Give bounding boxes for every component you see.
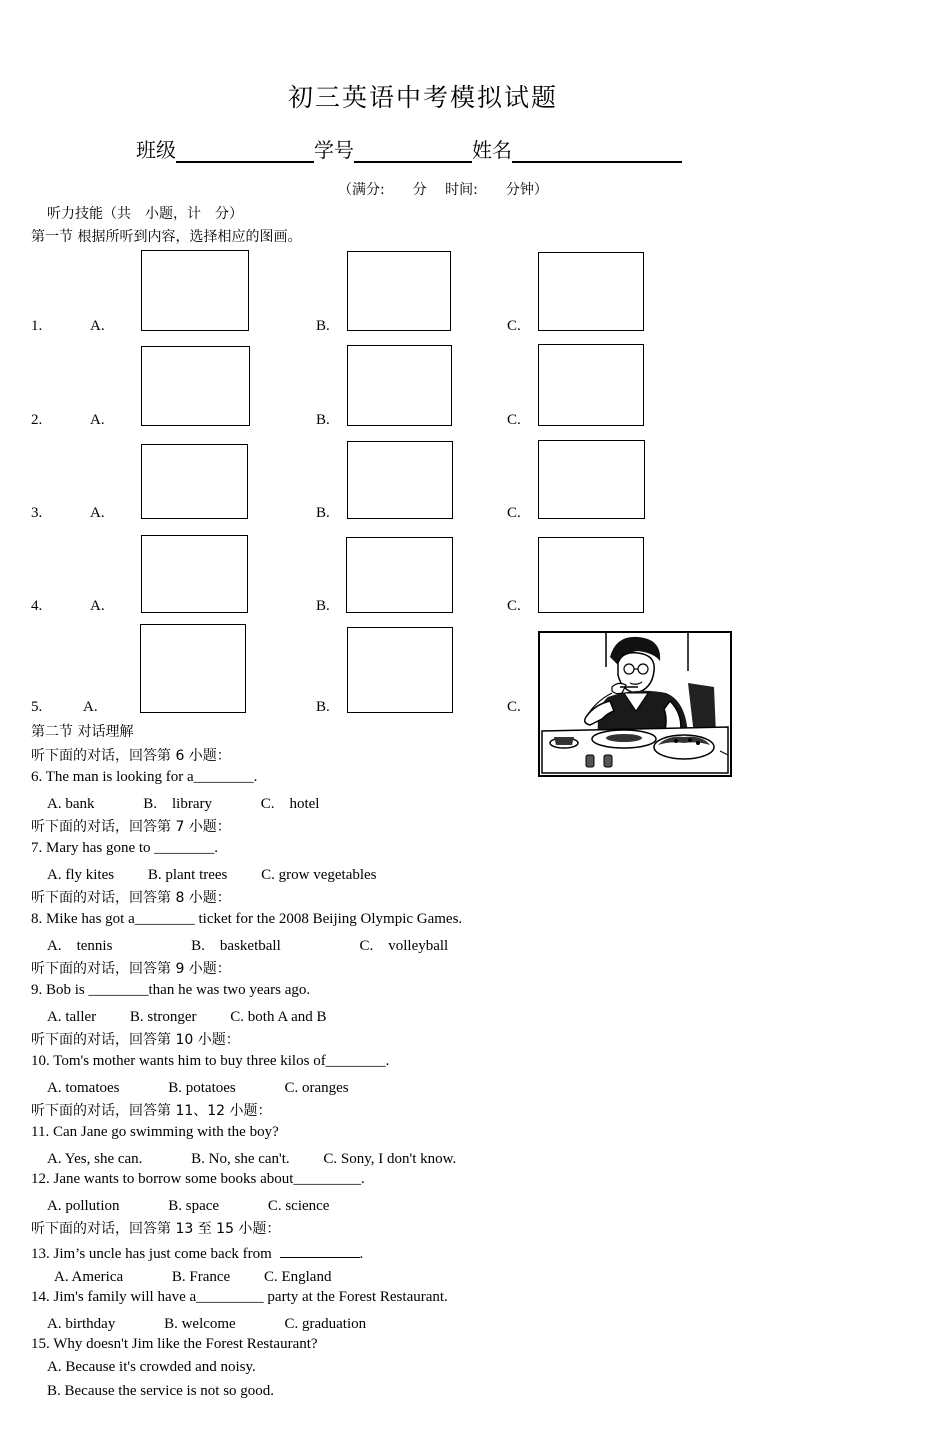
- row-4-option-c: C.: [507, 598, 521, 614]
- row-3-number: 3.: [31, 505, 43, 521]
- options-9[interactable]: A. taller B. stronger C. both A and B: [47, 1009, 327, 1025]
- instruction-7: 听下面的对话，回答第 7 小题：: [31, 819, 231, 835]
- section2-heading: 第二节 对话理解: [31, 724, 134, 740]
- score-time-note: （满分: 分 时间: 分钟）: [338, 182, 548, 198]
- picture-5a[interactable]: [140, 624, 246, 713]
- picture-3c[interactable]: [538, 440, 645, 519]
- picture-4c[interactable]: [538, 537, 644, 613]
- picture-3b[interactable]: [347, 441, 453, 519]
- row-5-number: 5.: [31, 699, 43, 715]
- row-2-option-c: C.: [507, 412, 521, 428]
- row-1-option-c: C.: [507, 318, 521, 334]
- class-label: 班级: [136, 138, 176, 162]
- answer-blank-13[interactable]: [280, 1242, 360, 1258]
- name-blank[interactable]: [512, 137, 682, 163]
- number-label: 学号: [314, 138, 354, 162]
- picture-1a[interactable]: [141, 250, 249, 331]
- row-3-option-b: B.: [316, 505, 330, 521]
- question-14: 14. Jim's family will have a_________ party at the Forest Restaurant.: [31, 1289, 448, 1305]
- question-10: 10. Tom's mother wants him to buy three kilos of________.: [31, 1053, 390, 1069]
- page-title: 初三英语中考模拟试题: [287, 83, 558, 112]
- question-13: [31, 1242, 363, 1263]
- row-5-option-b: B.: [316, 699, 330, 715]
- name-label: 姓名: [472, 138, 512, 162]
- options-13[interactable]: A. America B. France C. England: [54, 1269, 332, 1285]
- row-4-option-b: B.: [316, 598, 330, 614]
- picture-4b[interactable]: [346, 537, 453, 613]
- instruction-8: 听下面的对话，回答第 8 小题：: [31, 890, 231, 906]
- instruction-10: 听下面的对话，回答第 10 小题：: [31, 1032, 240, 1048]
- picture-3a[interactable]: [141, 444, 248, 519]
- options-6[interactable]: A. bank B. library C. hotel: [47, 796, 320, 812]
- question-11: 11. Can Jane go swimming with the boy?: [31, 1124, 279, 1140]
- options-8[interactable]: A. tennis B. basketball C. volleyball: [47, 938, 449, 954]
- options-11[interactable]: A. Yes, she can. B. No, she can't. C. Sony, I don't know.: [47, 1151, 457, 1167]
- class-blank[interactable]: [176, 137, 314, 163]
- instruction-9: 听下面的对话，回答第 9 小题：: [31, 961, 231, 977]
- instruction-11-12: 听下面的对话，回答第 11、12 小题：: [31, 1103, 272, 1119]
- picture-4a[interactable]: [141, 535, 248, 613]
- woman-eating-illustration[interactable]: [538, 631, 732, 777]
- picture-2c[interactable]: [538, 344, 644, 426]
- question-15: 15. Why doesn't Jim like the Forest Restaurant?: [31, 1336, 318, 1352]
- row-4-option-a: A.: [90, 598, 105, 614]
- row-5-option-c: C.: [507, 699, 521, 715]
- student-info-line: [136, 134, 682, 163]
- section1-heading: 第一节 根据所听到内容，选择相应的图画。: [31, 229, 302, 245]
- options-10[interactable]: A. tomatoes B. potatoes C. oranges: [47, 1080, 349, 1096]
- picture-1b[interactable]: [347, 251, 451, 331]
- row-3-option-a: A.: [90, 505, 105, 521]
- row-2-option-b: B.: [316, 412, 330, 428]
- row-1-option-b: B.: [316, 318, 330, 334]
- row-2-option-a: A.: [90, 412, 105, 428]
- instruction-13-15: 听下面的对话，回答第 13 至 15 小题：: [31, 1221, 281, 1237]
- listening-heading: 听力技能（共 小题，计 分）: [47, 206, 243, 222]
- options-14[interactable]: A. birthday B. welcome C. graduation: [47, 1316, 367, 1332]
- question-7: 7. Mary has gone to ________.: [31, 840, 219, 856]
- options-7[interactable]: A. fly kites B. plant trees C. grow vegetables: [47, 867, 377, 883]
- row-1-number: 1.: [31, 318, 43, 334]
- row-5-option-a: A.: [83, 699, 98, 715]
- picture-5b[interactable]: [347, 627, 453, 713]
- option-15a[interactable]: A. Because it's crowded and noisy.: [47, 1359, 256, 1375]
- picture-1c[interactable]: [538, 252, 644, 331]
- options-12[interactable]: A. pollution B. space C. science: [47, 1198, 330, 1214]
- number-blank[interactable]: [354, 137, 472, 163]
- question-6: 6. The man is looking for a________.: [31, 769, 258, 785]
- row-2-number: 2.: [31, 412, 43, 428]
- picture-2b[interactable]: [347, 345, 452, 426]
- option-15b[interactable]: B. Because the service is not so good.: [47, 1383, 275, 1399]
- instruction-6: 听下面的对话，回答第 6 小题：: [31, 748, 231, 764]
- row-1-option-a: A.: [90, 318, 105, 334]
- picture-2a[interactable]: [141, 346, 250, 426]
- row-3-option-c: C.: [507, 505, 521, 521]
- question-12: 12. Jane wants to borrow some books about_________.: [31, 1171, 365, 1187]
- question-8: 8. Mike has got a________ ticket for the 2008 Beijing Olympic Games.: [31, 911, 463, 927]
- question-9: 9. Bob is ________than he was two years ago.: [31, 982, 311, 998]
- row-4-number: 4.: [31, 598, 43, 614]
- question-13-text: 13. Jim’s uncle has just come back from: [31, 1246, 272, 1262]
- question-13-period: .: [359, 1246, 364, 1262]
